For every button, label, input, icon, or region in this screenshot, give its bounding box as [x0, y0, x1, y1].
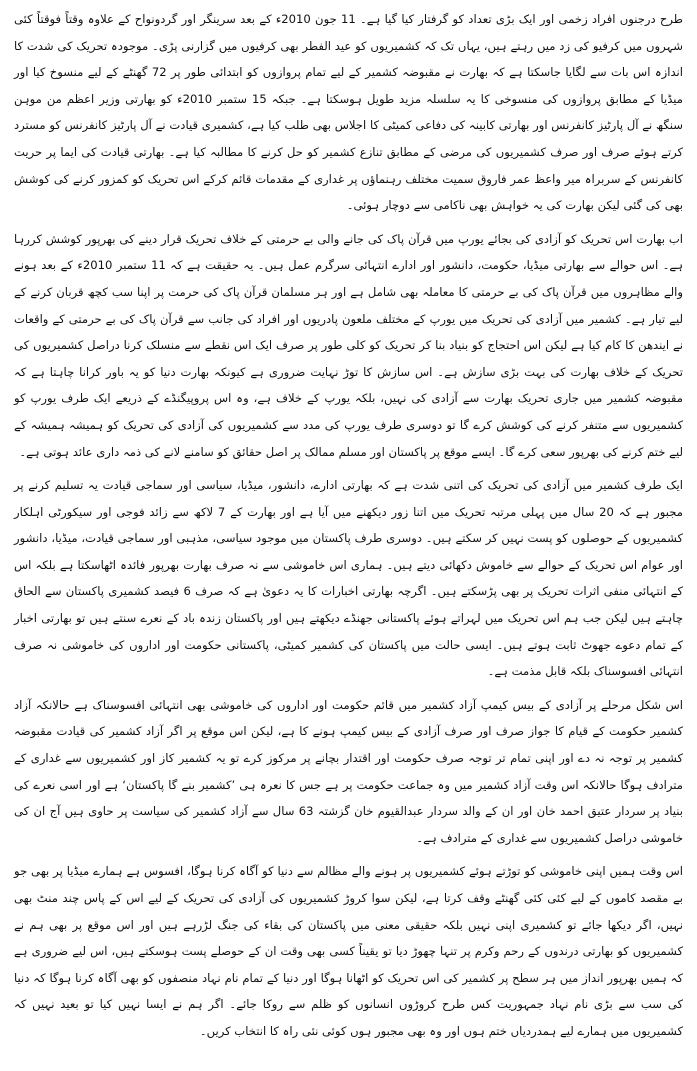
article-paragraph-4: اس شکل مرحلے پر آزادی کے بیس کیمپ آزاد کشمیر میں قائم حکومت اور اداروں کی خاموشی بھی انتہائی افسوسناک ہے حالانکہ آزاد کشمیر حکومت کے قیام کا جواز صرف اور صرف آزادی کے بیس کیمپ ہونے کا ہے، لیکن اس موقع پر اگر آزاد کشمیر کی قیادت مقبوضہ کشمیر پر توجہ نہ دے اور اپنی تمام تر توجہ صرف حکومت اور اقتدار بچانے پر مرکوز کرے تو یہ کشمیر کاز اور کشمیریوں سے غداری کے مترادف ہوگا حالانکہ اس وقت آزاد کشمیر میں وہ جماعت حکومت پر ہے جس کا نعرہ ہی ’کشمیر بنے گا پاکستان‘ ہے اور اسی نعرے کی بنیاد پر سردار عتیق احمد خان اور ان کے والد سردار عبدالقیوم خان گزشتہ 63 سال سے آزاد کشمیر کی سیاست پر حاوی ہیں آج ان کی خاموشی دراصل کشمیریوں سے غداری کے مترادف ہے۔	[14, 697, 683, 845]
article-paragraph-5: اس وقت ہمیں اپنی خاموشی کو توڑتے ہوئے کشمیریوں پر ہونے والے مظالم سے دنیا کو آگاہ کرنا ہوگا، افسوس ہے ہمارے میڈیا پر بھی جو بے مقصد کاموں کے لیے کئی کئی گھنٹے وقف کرتا ہے، لیکن سوا کروڑ کشمیریوں کی آزادی کی تحریک کے لیے اس کے پاس چند منٹ بھی نہیں، اگر دیکھا جائے تو کشمیری اپنی نہیں بلکہ حقیقی معنی میں پاکستان کی بقاء کی جنگ لڑرہے ہیں اور اس موقع پر بھی ہم نے کشمیریوں کو بھارتی درندوں کے رحم وکرم پر تنہا چھوڑ دیا تو یقیناً کسی بھی وقت ان کے حوصلے پست ہوسکتے ہیں، اس لیے ضروری ہے کہ ہمیں بھرپور انداز میں ہر سطح پر کشمیر کی اس تحریک کو اٹھانا ہوگا اور دنیا کے تمام نام نہاد منصفوں کو بھی آگاہ کرنا ہوگا کہ دنیا کی سب سے بڑی نام نہاد جمہوریت کس طرح کروڑوں انسانوں کو ظلم سے روکا جائے۔ اگر ہم نے ایسا نہیں کیا تو بعید نہیں کہ کشمیریوں میں ہمارے لیے ہمدردیاں ختم ہوں اور وہ بھی مجبور ہوں کوئی نئی راہ کا انتخاب کریں۔	[14, 864, 683, 1038]
article-paragraph-2: اب بھارت اس تحریک کو آزادی کی بجائے یورپ میں قرآن پاک کی جانے والی بے حرمتی کے خلاف تحریک قرار دینے کی بھرپور کوشش کررہا ہے۔ اس حوالے سے بھارتی میڈیا، حکومت، دانشور اور ادارے انتہائی سرگرم عمل ہیں۔ یہ حقیقت ہے کہ 11 ستمبر 2010ء کے بعد ہونے والے مظاہروں میں قرآن پاک کی بے حرمتی کا معاملہ بھی شامل ہے اور ہر مسلمان قرآن پاک کی حرمت پر اپنا سب کچھ قربان کرنے کے لیے تیار ہے۔ کشمیر میں آزادی کی تحریک میں یورپ کے مختلف ملعون پادریوں اور افراد کی جانب سے قرآن پاک کی بے حرمتی کے واقعات نے ایندھن کا کام کیا ہے لیکن اس احتجاج کو بنیاد بنا کر تحریک کو کلی طور پر صرف ایک اس نقطے سے منسلک کرنا دراصل کشمیریوں کی تحریک کے خلاف بھارت کی بہت بڑی سازش ہے۔ اس سازش کا توڑ نہایت ضروری ہے کیونکہ بھارت دنیا کو یہ باور کرانا چاہتا ہے کہ مقبوضہ کشمیر میں جاری تحریک بھارت سے آزادی کی نہیں، بلکہ یورپ کے خلاف ہے، وہ اس پروپیگنڈے کے ذریعے ایک طرف یورپ کو کشمیریوں سے متنفر کرنے کی کوشش کرے گا تو دوسری طرف یورپ کی مدد سے کشمیریوں کی آزادی کی تحریک کو ہمیشہ ہمیشہ کے لیے ختم کرنے کی بھرپور سعی کرے گا۔ ایسے موقع پر پاکستان اور مسلم ممالک پر اصل حقائق کو سامنے لانے کی ذمہ داری عائد ہوتی ہے۔	[14, 231, 684, 459]
article-paragraph-1: طرح درجنوں افراد زخمی اور ایک بڑی تعداد کو گرفتار کیا گیا ہے۔ 11 جون 2010ء کے بعد سرینگر اور گردونواح کے علاوہ وقتاً فوقتاً کئی شہروں میں کرفیو کی زد میں رہتے ہیں، یہاں تک کہ کشمیریوں کو عید الفطر بھی کرفیوں میں گزارنی پڑی۔ موجودہ تحریک کی شدت کا اندازہ اس بات سے لگایا جاسکتا ہے کہ بھارت نے مقبوضہ کشمیر کے لیے تمام پروازوں کو ابتدائی طور پر 72 گھنٹے کے لیے منسوخ کیا اور میڈیا کے مطابق پروازوں کی منسوخی کا یہ سلسلہ مزید طویل ہوسکتا ہے۔ جبکہ 15 ستمبر 2010ء کو بھارتی وزیر اعظم من موہن سنگھ نے آل پارٹیز کانفرنس اور بھارتی کابینہ کی دفاعی کمیٹی کا اجلاس بھی طلب کیا ہے، کشمیری قیادت نے آل پارٹیز کانفرنس کو مسترد کرتے ہوئے صرف اور صرف کشمیریوں کی مرضی کے مطابق تنازع کشمیر کو حل کرنے کا مطالبہ کیا ہے۔ بھارتی قیادت کی ایما پر حریت کانفرنس کے سربراہ میر واعظ عمر فاروق سمیت مختلف رہنماؤں پر غداری کے مقدمات قائم کرکے اس تحریک کو کمزور کرنے کی کوشش بھی کی گئی لیکن بھارت کی یہ خواہش بھی ناکامی سے دوچار ہوئی۔	[14, 12, 683, 213]
article-body	[14, 6, 683, 1066]
article-paragraph-3: ایک طرف کشمیر میں آزادی کی تحریک کی اتنی شدت ہے کہ بھارتی ادارے، دانشور، میڈیا، سیاسی اور سماجی قیادت یہ تسلیم کرنے پر مجبور ہے کہ 20 سال میں پہلی مرتبہ تحریک میں اتنا زور دیکھنے میں آیا ہے اور بھارت کے 7 لاکھ سے زائد فوجی اور سیکورٹی اہلکار کشمیریوں کے حوصلوں کو پست نہیں کر سکتے ہیں۔ دوسری طرف پاکستان میں موجود سیاسی، مذہبی اور سماجی قیادت، میڈیا، دانشور اور عوام اس تحریک کے حوالے سے خاموش دکھائی دیتے ہیں۔ ہماری اس خاموشی سے نہ صرف بھارت بھرپور فائدہ اٹھاسکتا ہے بلکہ اس کے انتہائی منفی اثرات تحریک پر بھی پڑسکتے ہیں۔ اگرچہ بھارتی اخبارات کا یہ دعویٰ ہے کہ صرف 6 فیصد کشمیری پاکستان سے الحاق چاہتے ہیں لیکن جب ہم اس تحریک میں لہراتے ہوئے پاکستانی جھنڈے دیکھتے ہیں اور پاکستان زندہ باد کے نعرے سنتے ہیں تو بھارتی اخبار کے تمام دعوے جھوٹ ثابت ہوتے ہیں۔ ایسی حالت میں پاکستان کی کشمیر کمیٹی، پاکستانی حکومت اور اداروں کی خاموشی نہ صرف انتہائی افسوسناک بلکہ قابل مذمت ہے۔	[14, 478, 683, 679]
